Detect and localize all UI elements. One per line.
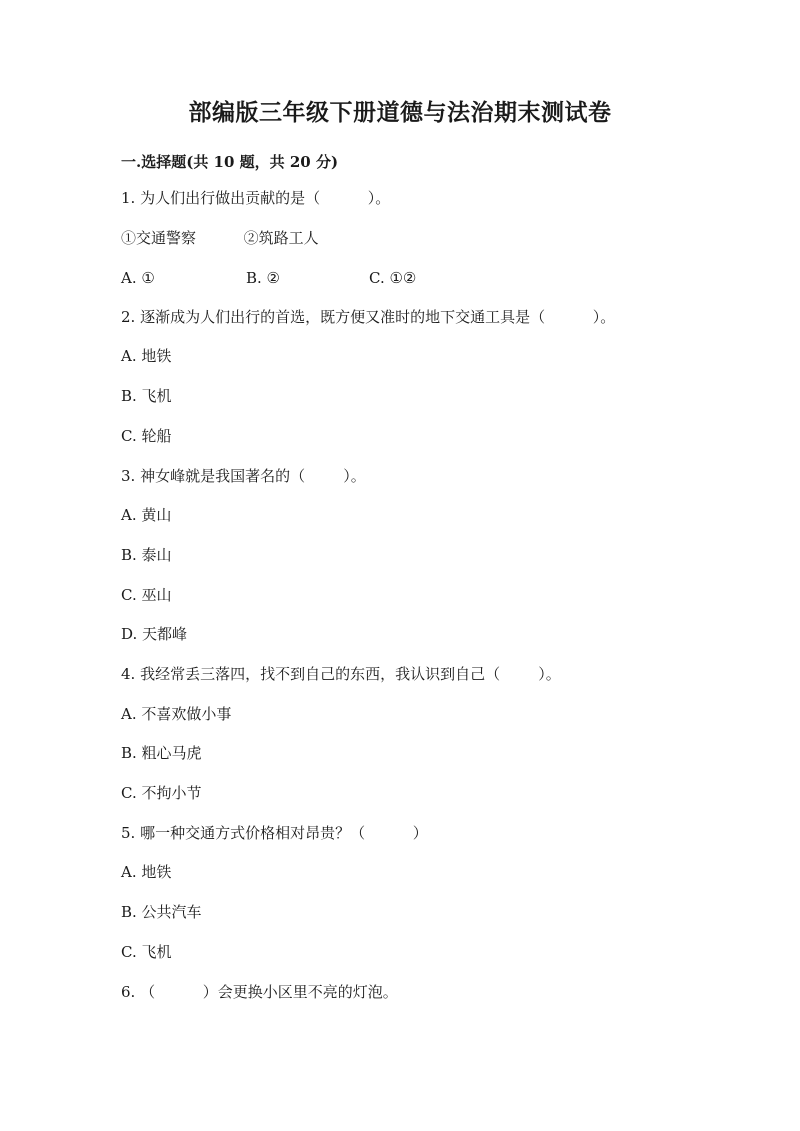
question-1-option-a: A. ① — [121, 269, 155, 287]
question-2-option-c: C. 轮船 — [121, 427, 172, 445]
page-title: 部编版三年级下册道德与法治期末测试卷 — [188, 99, 612, 126]
question-2-option-b: B. 飞机 — [121, 387, 172, 405]
question-1-stem: 1. 为人们出行做出贡献的是（ ）。 — [121, 189, 391, 207]
question-2-option-a: A. 地铁 — [121, 347, 172, 365]
question-5-option-a: A. 地铁 — [121, 863, 172, 881]
question-4-option-a: A. 不喜欢做小事 — [121, 705, 232, 723]
question-5-option-c: C. 飞机 — [121, 943, 172, 961]
question-4-option-c: C. 不拘小节 — [121, 784, 202, 802]
question-1-option-b: B. ② — [246, 269, 281, 287]
question-4-option-b: B. 粗心马虎 — [121, 744, 202, 762]
question-4-stem: 4. 我经常丢三落四，找不到自己的东西，我认识到自己（ ）。 — [121, 665, 561, 683]
question-3-stem: 3. 神女峰就是我国著名的（ ）。 — [121, 467, 366, 485]
question-2-stem: 2. 逐渐成为人们出行的首选，既方便又准时的地下交通工具是（ ）。 — [121, 308, 616, 326]
question-3-option-d: D. 天都峰 — [121, 625, 188, 643]
question-3-option-a: A. 黄山 — [121, 506, 172, 524]
question-5-option-b: B. 公共汽车 — [121, 903, 202, 921]
section-heading: 一.选择题(共 10 题，共 20 分) — [121, 153, 339, 171]
question-5-stem: 5. 哪一种交通方式价格相对昂贵？（ ） — [121, 824, 428, 842]
question-3-option-b: B. 泰山 — [121, 546, 172, 564]
question-6-stem: 6. （ ）会更换小区里不亮的灯泡。 — [121, 983, 398, 1001]
question-3-option-c: C. 巫山 — [121, 586, 172, 604]
question-1-option-c: C. ①② — [369, 269, 417, 287]
question-1-statements: ①交通警察 ②筑路工人 — [121, 229, 319, 247]
